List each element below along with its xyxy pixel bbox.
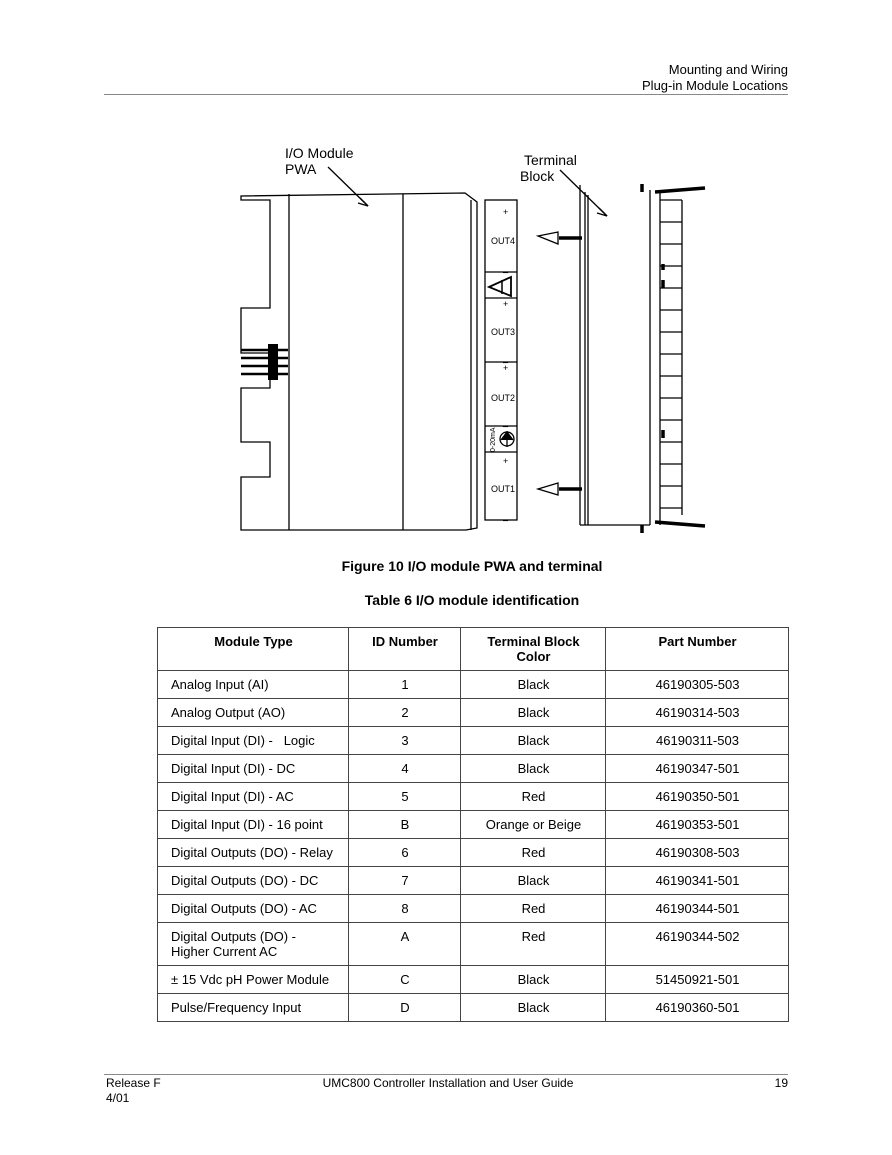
cell-module-type: Pulse/Frequency Input: [158, 994, 349, 1022]
table-row: [158, 923, 789, 966]
io-module-diagram: [230, 140, 720, 540]
cell-module-type: Digital Input (DI) - AC: [158, 783, 349, 811]
cell-part-number: 46190341-501: [606, 867, 789, 895]
cell-part-number: 46190353-501: [606, 811, 789, 839]
label-pwa-line1: I/O Module: [285, 145, 354, 161]
cell-color: Orange or Beige: [461, 811, 606, 839]
cell-part-number: 46190347-501: [606, 755, 789, 783]
cell-module-type: Analog Input (AI): [158, 671, 349, 699]
out2-label: OUT2: [491, 393, 516, 403]
current-label: 0-20mA: [490, 427, 497, 452]
out4-minus: _: [503, 263, 509, 273]
cell-color: Black: [461, 699, 606, 727]
header-divider: [104, 94, 788, 95]
cell-id: 1: [349, 671, 461, 699]
table-row: [158, 727, 789, 755]
out1-minus: _: [503, 511, 509, 521]
cell-color: Red: [461, 839, 606, 867]
cell-module-type: Digital Outputs (DO) - Relay: [158, 839, 349, 867]
out4-plus: +: [503, 207, 509, 217]
label-terminal-line1: Terminal: [524, 152, 577, 168]
label-terminal-line2: Block: [520, 168, 555, 184]
cell-module-type: Digital Input (DI) - DC: [158, 755, 349, 783]
footer-divider: [104, 1074, 788, 1075]
cell-id: 8: [349, 895, 461, 923]
cell-part-number: 46190305-503: [606, 671, 789, 699]
table-row: [158, 966, 789, 994]
cell-color: Black: [461, 867, 606, 895]
out2-plus: +: [503, 363, 509, 373]
figure-io-module: [230, 140, 720, 540]
cell-id: D: [349, 994, 461, 1022]
cell-part-number: 46190314-503: [606, 699, 789, 727]
cell-color: Black: [461, 755, 606, 783]
cell-color: Red: [461, 895, 606, 923]
table-row: [158, 867, 789, 895]
cell-color: Red: [461, 923, 606, 966]
table-row: [158, 895, 789, 923]
cell-module-type: ± 15 Vdc pH Power Module: [158, 966, 349, 994]
cell-part-number: 46190344-502: [606, 923, 789, 966]
cell-part-number: 46190344-501: [606, 895, 789, 923]
out1-plus: +: [503, 456, 509, 466]
footer-date: 4/01: [106, 1091, 130, 1105]
cell-color: Black: [461, 671, 606, 699]
cell-module-type: Digital Input (DI) - Logic: [158, 727, 349, 755]
cell-id: 5: [349, 783, 461, 811]
cell-module-type: Digital Input (DI) - 16 point: [158, 811, 349, 839]
table-header-row: [158, 628, 789, 671]
header-id-number: ID Number: [349, 628, 461, 671]
cell-id: C: [349, 966, 461, 994]
running-header: [642, 62, 788, 94]
cell-module-type: Digital Outputs (DO) - DC: [158, 867, 349, 895]
table-row: [158, 839, 789, 867]
cell-id: 7: [349, 867, 461, 895]
out4-label: OUT4: [491, 236, 516, 246]
figure-caption: Figure 10 I/O module PWA and terminal: [341, 558, 603, 574]
out1-label: OUT1: [491, 484, 516, 494]
cell-id: 3: [349, 727, 461, 755]
cell-color: Red: [461, 783, 606, 811]
cell-id: B: [349, 811, 461, 839]
header-section: Plug-in Module Locations: [642, 78, 788, 93]
cell-part-number: 46190360-501: [606, 994, 789, 1022]
cell-module-type: Digital Outputs (DO) - Higher Current AC: [158, 923, 349, 966]
cell-id: 6: [349, 839, 461, 867]
table-row: [158, 671, 789, 699]
cell-part-number: 46190308-503: [606, 839, 789, 867]
cell-color: Black: [461, 727, 606, 755]
table-row: [158, 755, 789, 783]
table-row: [158, 783, 789, 811]
header-terminal-color: Terminal Block Color: [461, 628, 606, 671]
header-module-type: Module Type: [158, 628, 349, 671]
cell-part-number: 46190311-503: [606, 727, 789, 755]
cell-module-type: Analog Output (AO): [158, 699, 349, 727]
out2-minus: _: [503, 417, 509, 427]
table-row: [158, 811, 789, 839]
table-caption: Table 6 I/O module identification: [364, 592, 580, 608]
header-chapter: Mounting and Wiring: [668, 62, 788, 77]
io-module-table: [157, 627, 789, 1022]
cell-color: Black: [461, 966, 606, 994]
table-row: [158, 994, 789, 1022]
cell-module-type: Digital Outputs (DO) - AC: [158, 895, 349, 923]
page-number: 19: [774, 1076, 788, 1090]
cell-color: Black: [461, 994, 606, 1022]
cell-id: 4: [349, 755, 461, 783]
cell-id: 2: [349, 699, 461, 727]
out3-plus: +: [503, 299, 509, 309]
footer-release: Release F: [106, 1076, 161, 1090]
table-row: [158, 699, 789, 727]
cell-id: A: [349, 923, 461, 966]
out3-minus: _: [503, 353, 509, 363]
header-part-number: Part Number: [606, 628, 789, 671]
cell-part-number: 46190350-501: [606, 783, 789, 811]
footer-title: UMC800 Controller Installation and User Guide: [322, 1076, 574, 1090]
label-pwa-line2: PWA: [285, 161, 317, 177]
out3-label: OUT3: [491, 327, 516, 337]
cell-part-number: 51450921-501: [606, 966, 789, 994]
